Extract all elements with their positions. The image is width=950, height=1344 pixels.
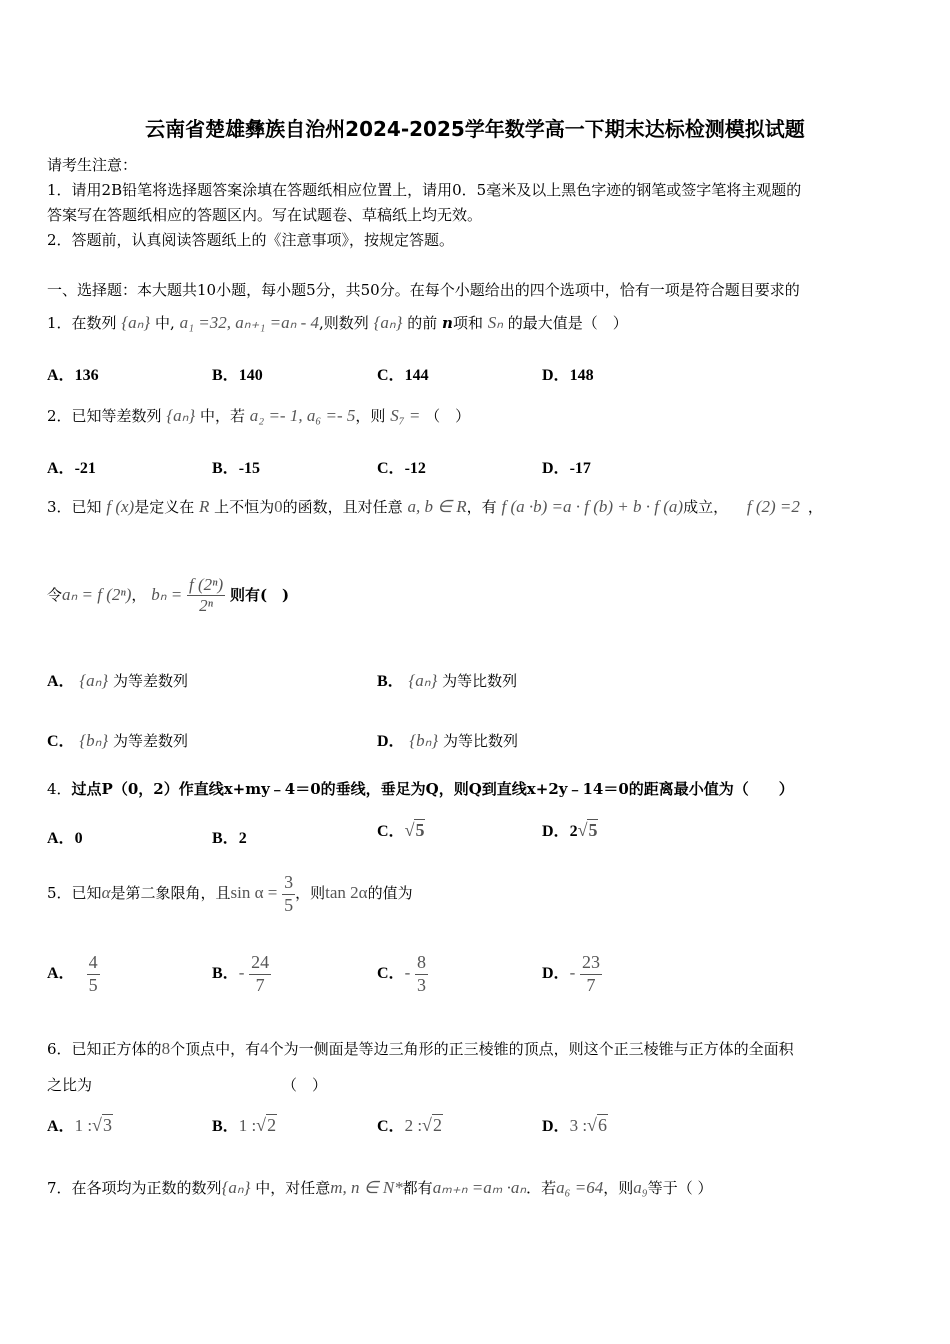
notice-line-1: 1．请用2B铅笔将选择题答案涂填在答题纸相应位置上，请用0．5毫米及以上黑色字迹的钢笔或签字笔将主观题的 xyxy=(47,181,802,199)
q3-text: 则有( ) xyxy=(229,585,290,604)
section-heading: 一、选择题：本大题共10小题，每小题5分，共50分。在每个小题给出的四个选项中，恰有一项是符合题目要求的 xyxy=(47,281,800,299)
q6-text: 个顶点中，有 xyxy=(170,1040,261,1058)
q2-text: 中，若 xyxy=(200,407,246,425)
option-text: 148 xyxy=(569,367,594,384)
q3-text: 的函数，且对任意 xyxy=(282,498,403,516)
fraction-denominator: 7 xyxy=(255,974,265,995)
fraction-numerator: f (2ⁿ) xyxy=(187,575,225,596)
option-sign: - xyxy=(238,963,245,983)
question-3 xyxy=(47,496,823,517)
q3-option-a[interactable] xyxy=(47,668,188,691)
option-seq: {bₙ} xyxy=(79,731,109,750)
q4-number: 4． xyxy=(47,780,72,798)
q3-equation: f (a ·b) =a · f (b) + b · f (a) xyxy=(501,497,684,516)
q2-number: 2． xyxy=(47,407,72,425)
q6-text: 之比为 xyxy=(47,1076,93,1094)
q6-option-d[interactable] xyxy=(542,1113,608,1136)
q6-option-b[interactable] xyxy=(212,1113,277,1136)
option-label: B． xyxy=(212,830,239,847)
page-title: 云南省楚雄彝族自治州2024-2025学年数学高一下期末达标检测模拟试题 xyxy=(145,117,805,141)
q3-reals: R xyxy=(198,497,210,516)
q7-mn: m, n ∈ N* xyxy=(330,1178,403,1197)
option-label: C． xyxy=(47,733,75,750)
q1-number: 1． xyxy=(47,314,72,332)
option-label: B． xyxy=(377,673,404,690)
q3-text: 令 xyxy=(47,585,63,604)
q3-number: 3． xyxy=(47,498,72,516)
q6-option-c[interactable] xyxy=(377,1113,443,1136)
q1-text: 项和 xyxy=(452,314,483,332)
option-text: -21 xyxy=(74,460,96,477)
q3-comma: ， xyxy=(807,498,823,516)
q3-text: ， xyxy=(131,585,147,604)
option-label: A． xyxy=(47,1118,75,1135)
q7-relation: aₘ₊ₙ =aₘ ·aₙ xyxy=(432,1178,527,1197)
question-2 xyxy=(47,405,470,426)
q3-text: 已知 xyxy=(71,498,102,516)
q7-a9: a₉ xyxy=(633,1178,648,1197)
q1-n: n xyxy=(442,314,453,332)
option-ratio: 1 : xyxy=(238,1116,257,1135)
q5-option-b[interactable] xyxy=(212,952,271,996)
q2-option-c[interactable] xyxy=(377,455,426,478)
q6-text: 已知正方体的 xyxy=(71,1040,162,1058)
q6-text: 个为一侧面是等边三角形的正三棱锥的顶点，则这个正三棱锥与正方体的全面积 xyxy=(268,1040,794,1058)
option-seq: {aₙ} xyxy=(79,671,109,690)
q2-option-a[interactable] xyxy=(47,455,96,478)
q1-text: 的前 xyxy=(407,314,438,332)
fraction-numerator: 24 xyxy=(249,952,271,975)
q3-fraction xyxy=(187,575,225,617)
q2-text: （ ） xyxy=(425,407,471,425)
option-label: A． xyxy=(47,460,75,477)
radicand: 3 xyxy=(102,1115,112,1135)
question-4 xyxy=(47,778,794,799)
q7-text: 在各项均为正数的数列 xyxy=(71,1179,222,1197)
option-label: D． xyxy=(542,823,570,840)
option-label: B． xyxy=(212,367,239,384)
option-ratio: 2 : xyxy=(404,1116,423,1135)
option-text: 2 xyxy=(238,830,247,847)
option-text: 为等差数列 xyxy=(113,732,189,750)
q5-option-d[interactable] xyxy=(542,952,602,996)
option-label: D． xyxy=(542,367,570,384)
option-label: A． xyxy=(47,367,75,384)
q7-a6: a₆ =64 xyxy=(556,1178,604,1197)
radicand: 2 xyxy=(267,1115,277,1135)
q5-tan: tan 2α xyxy=(325,883,368,903)
option-ratio: 1 : xyxy=(74,1116,93,1135)
q5-sin-fraction xyxy=(282,872,295,916)
option-label: C． xyxy=(377,367,405,384)
option-label: C． xyxy=(377,1118,405,1135)
q5-option-c[interactable] xyxy=(377,952,428,996)
q4-text: 过点P（0，2）作直线x+my﹣4＝0的垂线，垂足为Q，则Q到直线x+2y﹣14＝0的距离最小值为（ ） xyxy=(71,780,794,798)
q3-function: f (x) xyxy=(106,497,135,516)
q1-option-a[interactable] xyxy=(47,362,99,385)
option-text: 2 xyxy=(569,823,578,840)
q1-option-d[interactable] xyxy=(542,362,594,385)
option-fraction xyxy=(415,952,428,996)
q3-option-b[interactable] xyxy=(377,668,517,691)
question-6-cont xyxy=(47,1074,327,1095)
q3-an-def: aₙ = f (2ⁿ) xyxy=(62,584,132,604)
fraction-denominator: 5 xyxy=(284,894,294,915)
option-fraction xyxy=(249,952,271,996)
option-label: B． xyxy=(212,460,239,477)
option-ratio: 3 : xyxy=(569,1116,588,1135)
q3-zero: 0 xyxy=(274,497,283,516)
sqrt: √6 xyxy=(587,1115,607,1135)
q1-text: 在数列 xyxy=(71,314,117,332)
option-text: 0 xyxy=(74,830,83,847)
q6-number: 6． xyxy=(47,1040,72,1058)
radicand: 2 xyxy=(432,1115,442,1135)
q7-text: 都有 xyxy=(402,1179,433,1197)
q1-sum: Sₙ xyxy=(487,313,504,332)
q5-number: 5． xyxy=(47,884,72,903)
q2-text: 已知等差数列 xyxy=(71,407,162,425)
q1-text: ,则数列 xyxy=(319,314,369,332)
option-label: D． xyxy=(542,965,570,983)
q5-sin: sin α = xyxy=(230,883,278,903)
fraction-denominator: 7 xyxy=(586,974,596,995)
q5-text: 是第二象限角，且 xyxy=(110,884,231,903)
q5-alpha: α xyxy=(101,883,111,903)
question-7 xyxy=(47,1177,713,1198)
sqrt: √5 xyxy=(404,820,425,840)
option-label: A． xyxy=(47,673,75,690)
option-text: 140 xyxy=(238,367,263,384)
option-fraction xyxy=(580,952,602,996)
q7-text: 中，对任意 xyxy=(255,1179,331,1197)
option-label: C． xyxy=(377,460,405,477)
q3-text: 成立， xyxy=(683,498,729,516)
option-text: -17 xyxy=(569,460,591,477)
radicand: 5 xyxy=(588,820,598,840)
q3-text: ，有 xyxy=(466,498,497,516)
q2-text: ，则 xyxy=(355,407,386,425)
option-label: B． xyxy=(212,1118,239,1135)
fraction-denominator: 5 xyxy=(88,974,98,995)
q5-text: 已知 xyxy=(71,884,102,903)
q4-option-b[interactable] xyxy=(212,825,247,848)
q1-option-b[interactable] xyxy=(212,362,263,385)
q6-blank: （ ） xyxy=(282,1076,328,1094)
option-text: 为等差数列 xyxy=(113,672,189,690)
q2-option-b[interactable] xyxy=(212,455,260,478)
q1-recurrence: a₁ =32, aₙ₊₁ =aₙ - 4 xyxy=(179,313,320,332)
q1-seq: {aₙ} xyxy=(373,313,403,332)
q6-eight: 8 xyxy=(161,1039,171,1058)
q1-text: 的最大值是（ ） xyxy=(507,314,628,332)
q1-text: 中, xyxy=(155,314,175,332)
option-sign: - xyxy=(404,963,411,983)
question-5 xyxy=(47,872,413,916)
option-text: 为等比数列 xyxy=(442,672,518,690)
q3-option-c[interactable] xyxy=(47,728,188,751)
q7-text: 等于（ ） xyxy=(647,1179,713,1197)
q6-option-a[interactable] xyxy=(47,1113,113,1136)
option-text: 为等比数列 xyxy=(443,732,519,750)
q4-option-d[interactable] xyxy=(542,818,598,841)
q5-text: 的值为 xyxy=(367,884,413,903)
notice-line-2: 2．答题前，认真阅读答题纸上的《注意事项》，按规定答题。 xyxy=(47,231,455,249)
q2-sum: S₇ = xyxy=(390,406,421,425)
option-seq: {aₙ} xyxy=(408,671,438,690)
q3-text: 上不恒为 xyxy=(214,498,275,516)
radicand: 5 xyxy=(415,820,425,840)
q6-four: 4 xyxy=(260,1039,269,1058)
q7-text: ．若 xyxy=(526,1179,557,1197)
q4-option-a[interactable] xyxy=(47,825,83,848)
option-label: B． xyxy=(212,965,239,983)
fraction-numerator: 23 xyxy=(580,952,602,975)
notice-line-1b: 答案写在答题纸相应的答题区内。写在试题卷、草稿纸上均无效。 xyxy=(47,206,483,224)
q2-option-d[interactable] xyxy=(542,455,591,478)
sqrt: √5 xyxy=(577,820,598,840)
option-text: -15 xyxy=(238,460,261,477)
q3-bn-def: bₙ = xyxy=(151,584,183,604)
fraction-numerator: 4 xyxy=(87,952,100,975)
q5-option-a[interactable] xyxy=(47,952,100,996)
fraction-denominator: 3 xyxy=(417,974,427,995)
option-text: 136 xyxy=(74,367,99,384)
q3-text: 是定义在 xyxy=(134,498,195,516)
q4-option-c[interactable] xyxy=(377,818,425,841)
option-label: A． xyxy=(47,830,75,847)
q7-number: 7． xyxy=(47,1179,72,1197)
q2-condition: a₂ =- 1, a₆ =- 5 xyxy=(249,406,356,425)
q1-option-c[interactable] xyxy=(377,362,429,385)
option-label: D． xyxy=(377,733,405,750)
fraction-denominator: 2ⁿ xyxy=(199,596,213,616)
q1-seq: {aₙ} xyxy=(121,313,151,332)
q3-ab: a, b ∈ R xyxy=(407,497,467,516)
q3-f2: f (2) =2 xyxy=(746,497,800,516)
option-label: D． xyxy=(542,1118,570,1135)
option-text: 144 xyxy=(404,367,429,384)
fraction-numerator: 3 xyxy=(282,872,295,895)
option-label: D． xyxy=(542,460,570,477)
option-label: C． xyxy=(377,965,405,983)
q7-text: ，则 xyxy=(603,1179,634,1197)
question-6 xyxy=(47,1038,794,1059)
option-text: -12 xyxy=(404,460,426,477)
notice-heading: 请考生注意： xyxy=(47,156,138,174)
fraction-numerator: 8 xyxy=(415,952,428,975)
q5-text: ，则 xyxy=(295,884,326,903)
option-label: C． xyxy=(377,823,405,840)
radicand: 6 xyxy=(597,1115,607,1135)
option-sign: - xyxy=(569,963,576,983)
question-3-cont xyxy=(47,575,289,617)
option-label: A． xyxy=(47,965,75,983)
option-fraction xyxy=(87,952,100,996)
q3-option-d[interactable] xyxy=(377,728,518,751)
sqrt: √2 xyxy=(256,1115,277,1135)
option-seq: {bₙ} xyxy=(409,731,439,750)
sqrt: √2 xyxy=(422,1115,442,1135)
q7-seq: {aₙ} xyxy=(221,1178,251,1197)
sqrt: √3 xyxy=(92,1115,112,1135)
question-1 xyxy=(47,312,628,333)
q2-seq: {aₙ} xyxy=(166,406,196,425)
